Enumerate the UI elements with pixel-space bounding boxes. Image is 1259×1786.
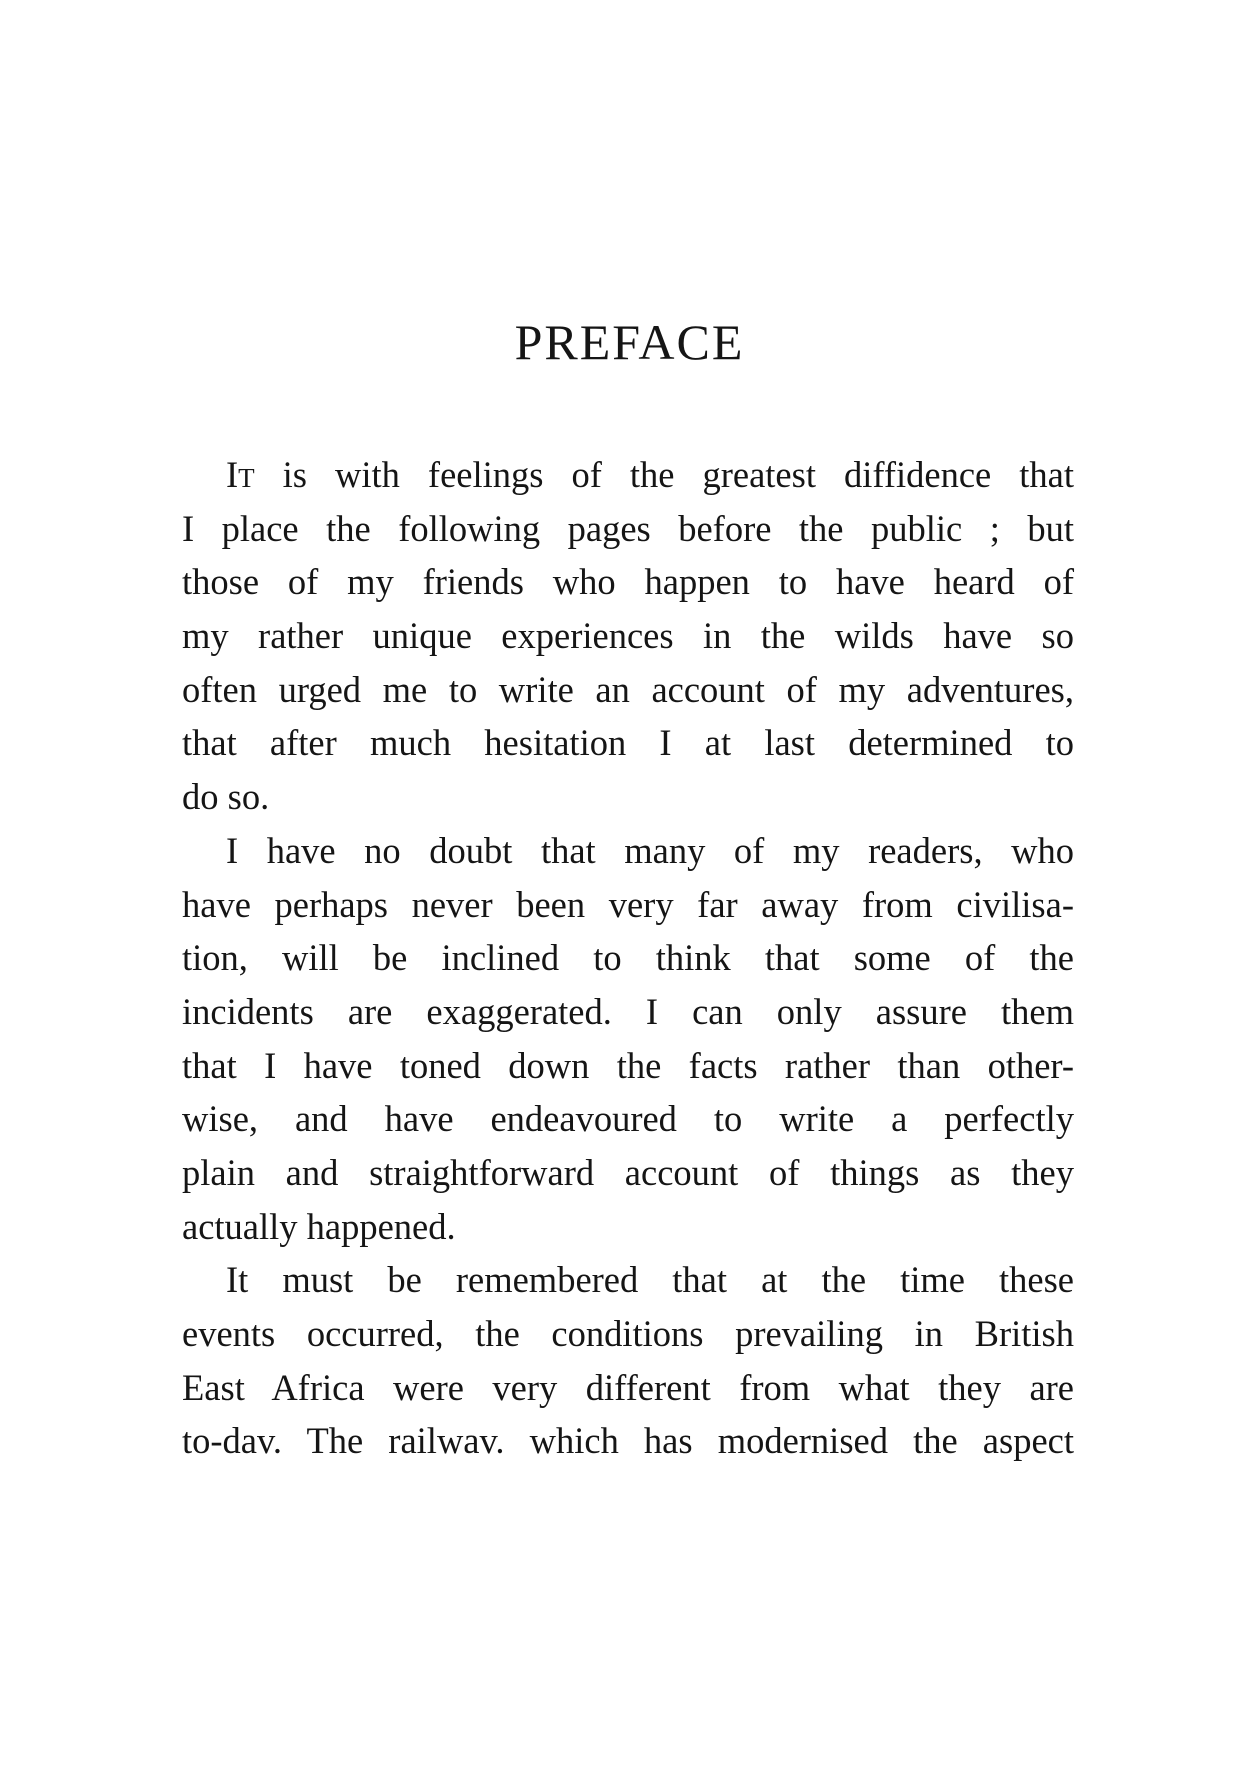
text-line: events occurred, the conditions prevailing in British bbox=[182, 1313, 1074, 1354]
text-line: tion, will be inclined to think that some of the bbox=[182, 937, 1074, 979]
text-line: often urged me to write an account of my adventures, bbox=[182, 668, 1074, 710]
text-line: plain and straightforward account of things as they bbox=[182, 1151, 1074, 1193]
text-line: actually happened. bbox=[182, 1205, 456, 1247]
text-line: that I have toned down the facts rather than other- bbox=[182, 1044, 1074, 1086]
paragraph-3 bbox=[182, 1253, 1074, 1468]
text-line: that after much hesitation I at last determined to bbox=[182, 722, 1074, 764]
text-line: those of my friends who happen to have heard of bbox=[182, 561, 1074, 603]
text-line: incidents are exaggerated. I can only assure them bbox=[182, 990, 1074, 1032]
text-line: my rather unique experiences in the wilds have so bbox=[182, 615, 1074, 657]
preface-body bbox=[182, 448, 1074, 1468]
paragraph-2 bbox=[182, 824, 1074, 1254]
text-line: have perhaps never been very far away from civilisa- bbox=[182, 883, 1074, 925]
text-line: I have no doubt that many of my readers, who bbox=[226, 829, 1074, 871]
text-line: to-dav. The railwav. which has modernised the aspect bbox=[182, 1420, 1074, 1462]
page-title: PREFACE bbox=[514, 314, 745, 370]
text-line: IT is with feelings of the greatest diffidence that bbox=[226, 454, 1074, 495]
text-line: do so. bbox=[182, 776, 270, 818]
text-line: wise, and have endeavoured to write a perfectly bbox=[182, 1098, 1074, 1140]
paragraph-1 bbox=[182, 448, 1074, 824]
text-line: East Africa were very different from what they are bbox=[182, 1366, 1074, 1408]
text-line: It must be remembered that at the time these bbox=[226, 1259, 1074, 1301]
text-line: I place the following pages before the public ; but bbox=[182, 507, 1074, 549]
